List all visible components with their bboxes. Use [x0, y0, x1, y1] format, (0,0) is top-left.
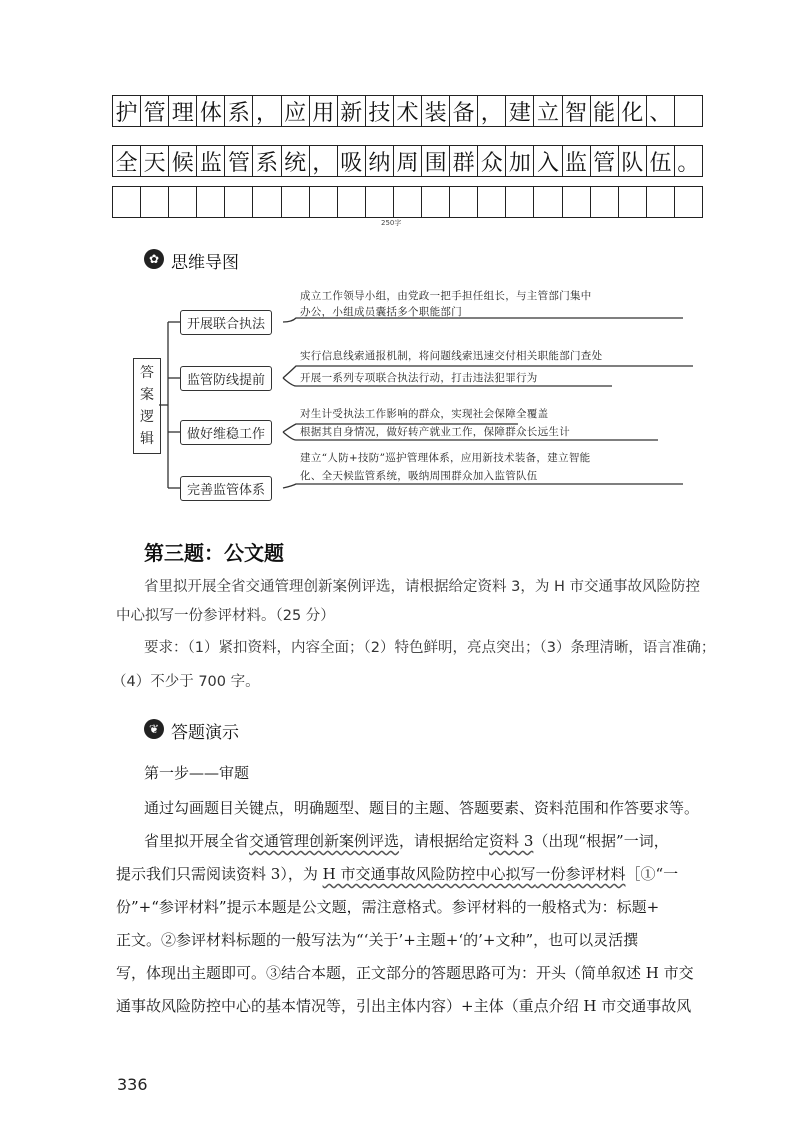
mindmap-node-supervision-system: 完善监管体系: [180, 476, 272, 501]
leaf-icon: ❦: [144, 719, 164, 739]
step-title: 第一步——审题: [144, 764, 250, 782]
grid-cell: 新: [338, 95, 366, 127]
grid-cell: 智: [563, 95, 591, 127]
mindmap-leaf-text: 对生计受执法工作影响的群众，实现社会保障全覆盖: [300, 408, 549, 420]
answer-line: 省里拟开展全省交通管理创新案例评选，请根据给定资料 3（出现“根据”一词，: [144, 832, 669, 850]
grid-cell: 管: [141, 95, 169, 127]
grid-cell: 管: [591, 145, 619, 177]
grid-cell: 建: [506, 95, 534, 127]
grid-cell: 伍: [647, 145, 675, 177]
mindmap-leaf-text: 开展一系列专项联合执法行动，打击违法犯罪行为: [300, 372, 538, 384]
grid-cell: 候: [169, 145, 197, 177]
grid-cell: 众: [478, 145, 506, 177]
page-number: 336: [117, 1075, 148, 1094]
word-count-label: 250字: [381, 219, 402, 227]
mindmap-leaf-text: 根据其自身情况，做好转产就业工作，保障群众长远生计: [300, 426, 570, 438]
mindmap-leaf-text: 办公，小组成员囊括多个职能部门: [300, 306, 462, 318]
grid-cell: ，: [253, 95, 281, 127]
question-title: 第三题：公文题: [144, 541, 284, 565]
grid-cell: 统: [282, 145, 310, 177]
grid-cell: 加: [506, 145, 534, 177]
grid-cell: 天: [141, 145, 169, 177]
mindmap-leaf-text: 建立“人防+技防”巡护管理体系，应用新技术装备，建立智能: [300, 452, 591, 464]
answer-line: 提示我们只需阅读资料 3），为 H 市交通事故风险防控中心拟写一份参评材料［①“一: [116, 865, 679, 883]
grid-cell: 群: [450, 145, 478, 177]
grid-cell: 能: [591, 95, 619, 127]
grid-cell: 周: [394, 145, 422, 177]
grid-cell: 应: [282, 95, 310, 127]
answer-line: 通事故风险防控中心的基本情况等，引出主体内容）+主体（重点介绍 H 市交通事故风: [116, 997, 692, 1015]
answer-line: 通过勾画题目关键点，明确题型、题目的主题、答题要素、资料范围和作答要求等。: [144, 799, 700, 817]
mindmap-root-char: 逻: [140, 409, 154, 425]
question-text-line: 省里拟开展全省交通管理创新案例评选，请根据给定资料 3，为 H 市交通事故风险防控: [144, 579, 700, 595]
grid-cell: 护: [113, 95, 141, 127]
requirement-line: （4）不少于 700 字。: [112, 674, 260, 690]
grid-cell: 、: [647, 95, 675, 127]
grid-cell: 监: [563, 145, 591, 177]
grid-cell: 用: [310, 95, 338, 127]
grid-cell: ，: [310, 145, 338, 177]
grid-cell: 围: [422, 145, 450, 177]
mindmap-node-prevention: 监管防线提前: [180, 366, 272, 391]
grid-cell: 理: [169, 95, 197, 127]
requirement-line: 要求：（1）紧扣资料，内容全面；（2）特色鲜明，亮点突出；（3）条理清晰，语言准确；: [144, 640, 716, 656]
grid-cell: 入: [534, 145, 562, 177]
grid-cell: 监: [197, 145, 225, 177]
answer-line: 写，体现出主题即可。③结合本题，正文部分的答题思路可为：开头（简单叙述 H 市交: [116, 964, 694, 982]
grid-cell: 立: [534, 95, 562, 127]
grid-cell: 系: [225, 95, 253, 127]
grid-cell: 纳: [366, 145, 394, 177]
grid-cell: 队: [619, 145, 647, 177]
grid-cell: 备: [450, 95, 478, 127]
mindmap-node-joint-enforcement: 开展联合执法: [180, 310, 272, 335]
mindmap-root-char: 案: [140, 387, 154, 403]
mindmap-root-char: 答: [140, 365, 154, 381]
answer-line: 份”+“参评材料”提示本题是公文题，需注意格式。参评材料的一般格式为：标题+: [116, 898, 660, 916]
grid-cell: 技: [366, 95, 394, 127]
grid-cell: 化: [619, 95, 647, 127]
answer-section-title: 答题演示: [171, 723, 239, 743]
mindmap-root-char: 辑: [140, 431, 154, 447]
grid-cell: ，: [478, 95, 506, 127]
mindmap-section-title: 思维导图: [171, 253, 239, 273]
flower-icon: ✿: [144, 249, 164, 269]
mindmap-leaf-text: 成立工作领导小组，由党政一把手担任组长，与主管部门集中: [300, 290, 592, 302]
answer-line: 正文。②参评材料标题的一般写法为“‘关于’+主题+‘的’+文种”，也可以灵活撰: [116, 931, 639, 949]
grid-cell: 术: [394, 95, 422, 127]
grid-cell: 体: [197, 95, 225, 127]
grid-cell: 。: [675, 145, 703, 177]
grid-cell: 系: [253, 145, 281, 177]
grid-cell: 全: [113, 145, 141, 177]
grid-cell: 管: [225, 145, 253, 177]
grid-cell: 吸: [338, 145, 366, 177]
question-text-line: 中心拟写一份参评材料。（25 分）: [116, 608, 335, 624]
mindmap-root: [133, 358, 161, 454]
mindmap-leaf-text: 化、全天候监管系统，吸纳周围群众加入监管队伍: [300, 470, 538, 482]
grid-cell: 装: [422, 95, 450, 127]
mindmap-leaf-text: 实行信息线索通报机制，将问题线索迅速交付相关职能部门查处: [300, 350, 603, 362]
mindmap-node-stability: 做好维稳工作: [180, 420, 272, 445]
